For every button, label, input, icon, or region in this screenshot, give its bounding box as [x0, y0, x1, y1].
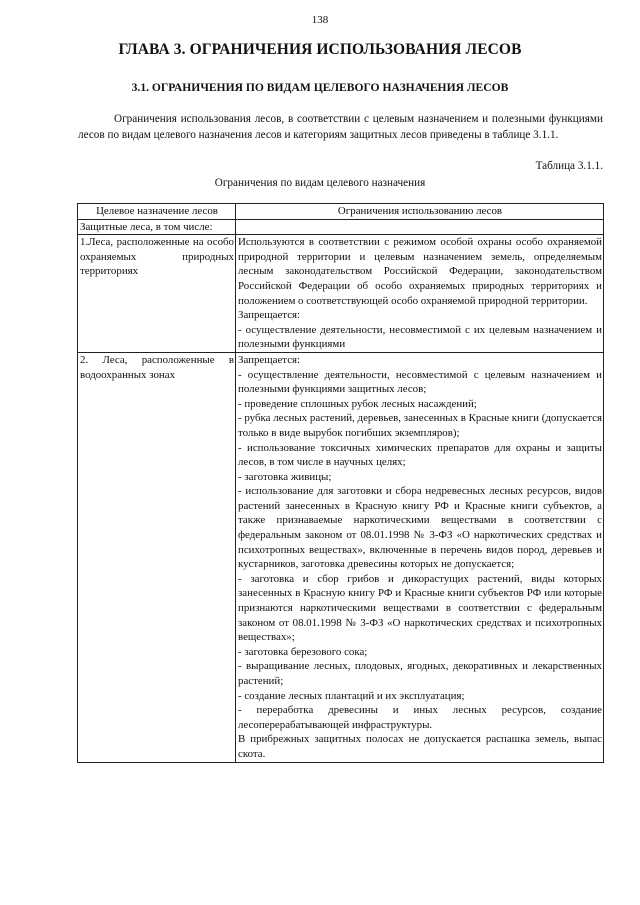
restrictions-table	[77, 203, 604, 763]
restriction-line: - создание лесных плантаций и их эксплуатация;	[238, 689, 465, 702]
restrictions-cell	[236, 352, 604, 762]
table-caption: Ограничения по видам целевого назначения	[214, 177, 426, 189]
category-cell: 1.Леса, расположенные на особо охраняемых природных территориях	[78, 235, 236, 353]
chapter-title: ГЛАВА 3. ОГРАНИЧЕНИЯ ИСПОЛЬЗОВАНИЯ ЛЕСОВ	[118, 41, 522, 58]
restriction-line: - использование токсичных химических препаратов для охраны и защиты лесов, в том числе в научных целях;	[238, 441, 602, 469]
restriction-line: - осуществление деятельности, несовместимой с целевым назначением и полезными функциями защитных лесов;	[238, 368, 602, 396]
table-row	[78, 352, 604, 762]
header-restrictions: Ограничения использованию лесов	[236, 204, 604, 220]
table-header-row	[78, 204, 604, 220]
restriction-line: - осуществление деятельности, несовместимой с их целевым назначением и полезными функциями	[238, 323, 602, 351]
restrictions-cell	[236, 235, 604, 353]
table-row	[78, 235, 604, 353]
restriction-line: В прибрежных защитных полосах не допускается распашка земель, выпас скота.	[238, 733, 602, 760]
header-purpose: Целевое назначение лесов	[78, 204, 236, 220]
restriction-line: Используются в соответствии с режимом особой охраны особо охраняемой природной территории и целевым назначением земель, определяемым лесным законодательством Российской Федерации, законодательством Российской Федерации об особо охраняемых природных территориях и положением о соответствующей особо охраняемой природной территории.	[238, 236, 602, 307]
page-number: 138	[311, 14, 329, 26]
restriction-line: Запрещается:	[238, 353, 301, 366]
category-cell: 2. Леса, расположенные в водоохранных зонах	[78, 352, 236, 762]
restriction-line: - заготовка и сбор грибов и дикорастущих растений, виды которых занесенных в Красную книгу РФ и Красные книги субъектов РФ или которые признаются наркотическими веществами в соответствии с федеральным законом от 08.01.1998 № 3-ФЗ «О наркотических средствах и психотропных веществах»;	[238, 572, 602, 644]
restriction-line: - заготовка живицы;	[238, 470, 332, 483]
table-group-row	[78, 219, 604, 235]
restriction-line: - заготовка березового сока;	[238, 645, 368, 658]
group-label: Защитные леса, в том числе:	[78, 219, 236, 235]
section-title: 3.1. ОГРАНИЧЕНИЯ ПО ВИДАМ ЦЕЛЕВОГО НАЗНАЧЕНИЯ ЛЕСОВ	[131, 81, 509, 94]
restriction-line: - переработка древесины и иных лесных ресурсов, создание лесоперерабатывающей инфраструктуры.	[238, 704, 602, 731]
table-number: Таблица 3.1.1.	[535, 160, 603, 172]
intro-paragraph: Ограничения использования лесов, в соответствии с целевым назначением и полезными функциями лесов по видам целевого назначения лесов и категориям защитных лесов приведены в таблице 3.1.1.	[78, 113, 603, 141]
restriction-line: - рубка лесных растений, деревьев, занесенных в Красные книги (допускается только в виде вырубок погибших экземпляров);	[238, 412, 602, 439]
restriction-line: Запрещается:	[238, 309, 301, 322]
restriction-line: - использование для заготовки и сбора недревесных лесных ресурсов, видов растений занесенных в Красную книгу РФ и Красные книги субъектов, а также признаваемые наркотическими веществами в соответствии с федеральным законом от 08.01.1998 № 3-ФЗ «О наркотических средствах и психотропных веществах», включенные в перечень видов пород, деревьев и кустарников, заготовка древесины которых не допускается;	[238, 485, 602, 571]
restriction-line: - проведение сплошных рубок лесных насаждений;	[238, 397, 477, 410]
group-empty-cell	[236, 219, 604, 235]
restriction-line: - выращивание лесных, плодовых, ягодных, декоративных и лекарственных растений;	[238, 660, 602, 687]
